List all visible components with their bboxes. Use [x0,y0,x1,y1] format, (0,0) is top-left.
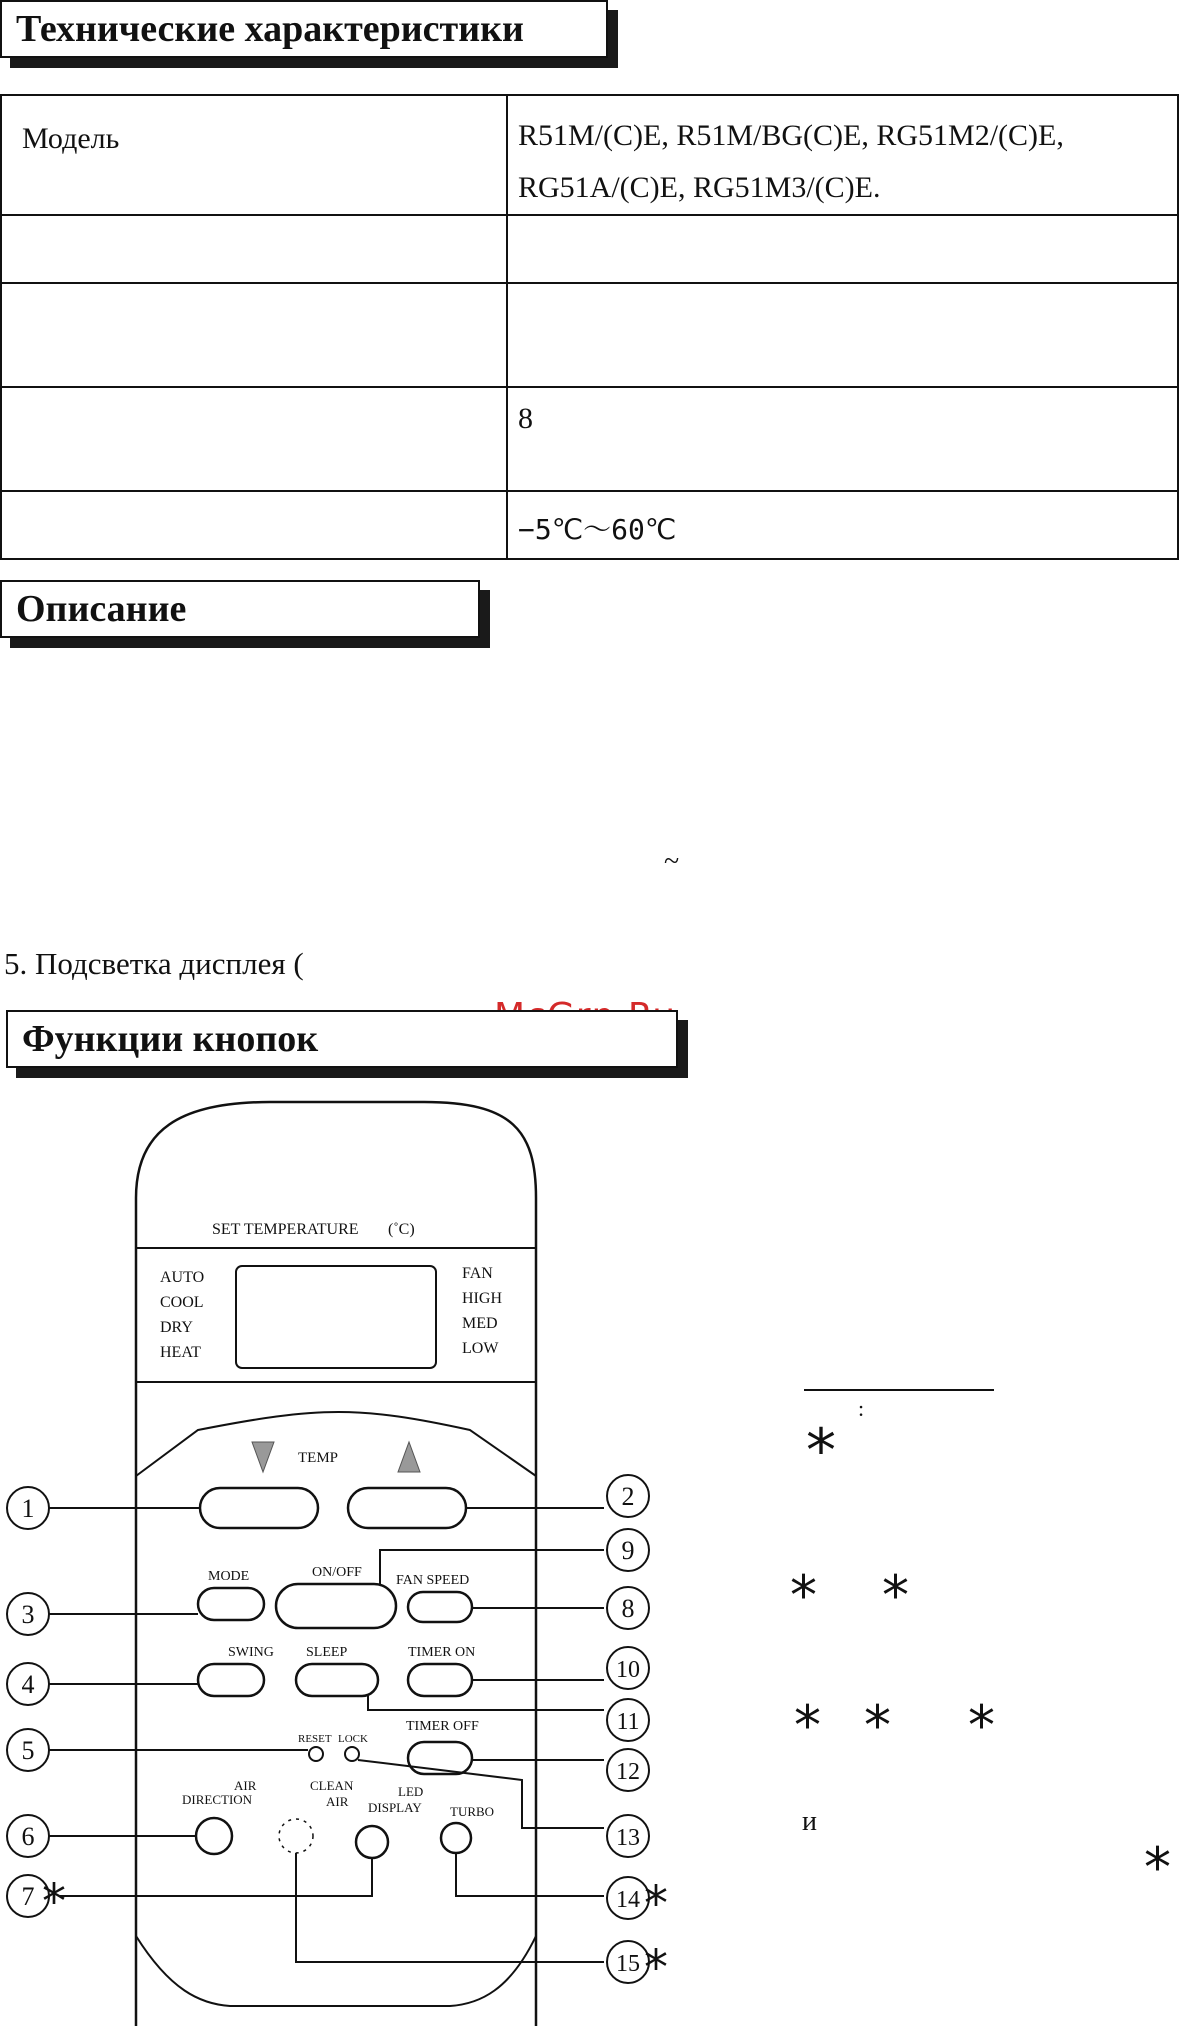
model-value-line-1: R51M/(C)E, R51M/BG(C)E, RG51M2/(C)E, [518,119,1064,152]
specs-header [0,0,620,70]
callout-4: 4 [21,1670,35,1699]
remote-control-diagram [0,1090,700,2026]
table-row [1,95,1178,215]
callout-15: 15 [616,1951,640,1977]
callout-13: 13 [616,1825,640,1851]
mode-auto: AUTO [160,1269,205,1286]
table-row [1,283,1178,387]
callout-circles [7,1475,649,1983]
note-asterisk: * [1144,1836,1171,1899]
callout-numbers [22,1482,641,1977]
note-rule [804,1389,994,1391]
lock-button[interactable] [345,1747,359,1761]
clean-air-label: AIR [326,1794,349,1809]
led-display-button[interactable] [356,1826,388,1858]
description-title: Описание [0,580,480,638]
asterisk-7: * [42,1874,66,1930]
mode-heat: HEAT [160,1344,201,1361]
clean-label: CLEAN [310,1778,354,1793]
timer-on-label: TIMER ON [408,1645,476,1660]
lock-label: LOCK [338,1733,368,1745]
mode-button[interactable] [198,1588,264,1620]
display-header: SET TEMPERATURE [212,1221,359,1238]
note-asterisk: * [882,1564,909,1627]
mode-cool: COOL [160,1294,204,1311]
display-label: DISPLAY [368,1800,422,1815]
note-and: и [802,1806,817,1837]
callout-6: 6 [21,1822,35,1851]
fan-med: MED [462,1315,498,1332]
led-label: LED [398,1784,424,1799]
temp-down-arrow-icon [252,1442,274,1472]
row-value: 8 [518,402,533,435]
fan-speed-label: FAN SPEED [396,1573,470,1588]
sleep-label: SLEEP [306,1645,348,1660]
swing-label: SWING [228,1645,274,1660]
callout-1: 1 [21,1494,35,1523]
onoff-button[interactable] [276,1584,396,1628]
fan-low: LOW [462,1340,499,1357]
note-asterisk: * [864,1694,891,1757]
remote-body [136,1102,536,2026]
turbo-label: TURBO [450,1804,495,1819]
temp-up-button[interactable] [348,1488,466,1528]
remote-bottom-curve [136,1936,536,2006]
callout-11: 11 [616,1709,640,1735]
display-unit: (˚C) [388,1221,415,1238]
onoff-label: ON/OFF [312,1565,362,1580]
tilde-mark: ~ [664,846,680,877]
note-asterisk: * [806,1416,836,1486]
callout-10: 10 [616,1657,640,1683]
note-asterisk: * [790,1564,817,1627]
table-row [1,491,1178,559]
timer-off-label: TIMER OFF [406,1719,479,1734]
buttons-header [6,1010,690,1080]
temp-down-button[interactable] [200,1488,318,1528]
temperature-range: −5℃～60℃ [518,513,677,546]
callout-5: 5 [21,1736,35,1765]
callout-2: 2 [621,1482,635,1511]
callout-3: 3 [21,1600,35,1629]
temp-label: TEMP [298,1450,339,1466]
model-label: Модель [22,122,120,155]
air-label: AIR [234,1778,257,1793]
specs-table [0,94,1179,560]
fan-high: HIGH [462,1290,502,1307]
callout-8: 8 [621,1594,635,1623]
direction-label: DIRECTION [182,1792,253,1807]
table-row [1,215,1178,283]
table-row [1,387,1178,491]
mode-label: MODE [208,1569,250,1584]
description-header [0,580,492,650]
callout-9: 9 [621,1536,635,1565]
note-asterisk: * [794,1694,821,1757]
reset-button[interactable] [309,1747,323,1761]
sleep-button[interactable] [296,1664,378,1696]
temp-up-arrow-icon [398,1442,420,1472]
mode-dry: DRY [160,1319,193,1336]
buttons-title: Функции кнопок [6,1010,678,1068]
air-direction-button[interactable] [196,1818,232,1854]
timer-on-button[interactable] [408,1664,472,1696]
note-colon: : [858,1396,865,1421]
fan-label: FAN [462,1265,493,1282]
specs-title: Технические характеристики [0,0,608,58]
callout-12: 12 [616,1759,640,1785]
callout-14: 14 [616,1887,640,1913]
reset-label: RESET [298,1733,332,1745]
callout-7: 7 [21,1882,35,1911]
fan-speed-button[interactable] [408,1592,472,1622]
asterisk-15: * [644,1940,668,1996]
clean-air-button[interactable] [279,1819,313,1853]
swing-button[interactable] [198,1664,264,1696]
lcd-screen [236,1266,436,1368]
asterisk-14: * [644,1876,668,1932]
model-value-line-2: RG51A/(C)E, RG51M3/(C)E. [518,171,881,204]
turbo-button[interactable] [441,1823,471,1853]
display-backlight-item: 5. Подсветка дисплея ( [4,946,304,981]
button-panel-arch [136,1412,536,1476]
note-asterisk: * [968,1694,995,1757]
